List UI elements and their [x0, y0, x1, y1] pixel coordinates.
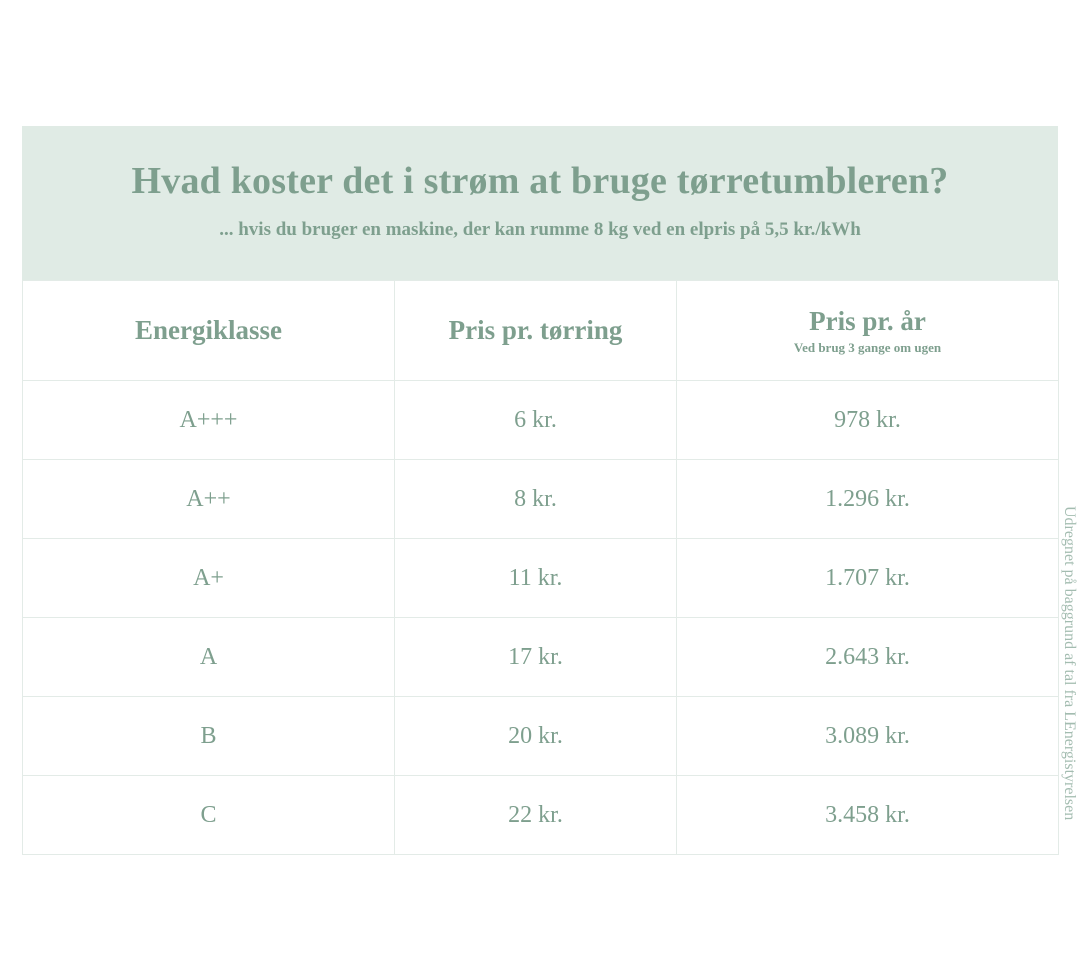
cell-energy-class: C: [23, 776, 395, 855]
cell-energy-class: A++: [23, 460, 395, 539]
table-header-row: [23, 281, 1059, 381]
table-row: [23, 381, 1059, 460]
column-header-pris-pr-torring: [395, 281, 677, 381]
cell-price-per-year: 1.296 kr.: [677, 460, 1059, 539]
cell-price-per-drying: 20 kr.: [395, 697, 677, 776]
cell-price-per-year: 978 kr.: [677, 381, 1059, 460]
table-row: [23, 776, 1059, 855]
cell-price-per-drying: 6 kr.: [395, 381, 677, 460]
cell-price-per-year: 2.643 kr.: [677, 618, 1059, 697]
cell-price-per-year: 1.707 kr.: [677, 539, 1059, 618]
table-header-banner: [22, 126, 1058, 280]
cell-energy-class: A: [23, 618, 395, 697]
cell-price-per-drying: 22 kr.: [395, 776, 677, 855]
page-subtitle: ... hvis du bruger en maskine, der kan rumme 8 kg ved en elpris på 5,5 kr./kWh: [219, 219, 861, 240]
column-header-label: Pris pr. tørring: [448, 315, 623, 345]
price-table-card: [22, 126, 1058, 855]
cell-price-per-drying: 8 kr.: [395, 460, 677, 539]
cell-price-per-drying: 17 kr.: [395, 618, 677, 697]
table-row: [23, 460, 1059, 539]
cell-energy-class: A+++: [23, 381, 395, 460]
column-header-label: Energiklasse: [134, 315, 282, 345]
cell-energy-class: B: [23, 697, 395, 776]
column-header-energiklasse: [23, 281, 395, 381]
table-row: [23, 618, 1059, 697]
column-header-label: Pris pr. år: [809, 305, 926, 336]
price-table: [22, 280, 1059, 855]
table-row: [23, 539, 1059, 618]
table-row: [23, 697, 1059, 776]
cell-price-per-year: 3.458 kr.: [677, 776, 1059, 855]
cell-price-per-drying: 11 kr.: [395, 539, 677, 618]
cell-price-per-year: 3.089 kr.: [677, 697, 1059, 776]
source-note: Udregnet på baggrund af tal fra LEnergistyrelsen: [1061, 506, 1078, 821]
cell-energy-class: A+: [23, 539, 395, 618]
page-title: Hvad koster det i strøm at bruge tørretumbleren?: [131, 160, 949, 202]
column-header-pris-pr-aar: [677, 281, 1059, 381]
column-header-sublabel: Ved brug 3 gange om ugen: [793, 339, 942, 355]
